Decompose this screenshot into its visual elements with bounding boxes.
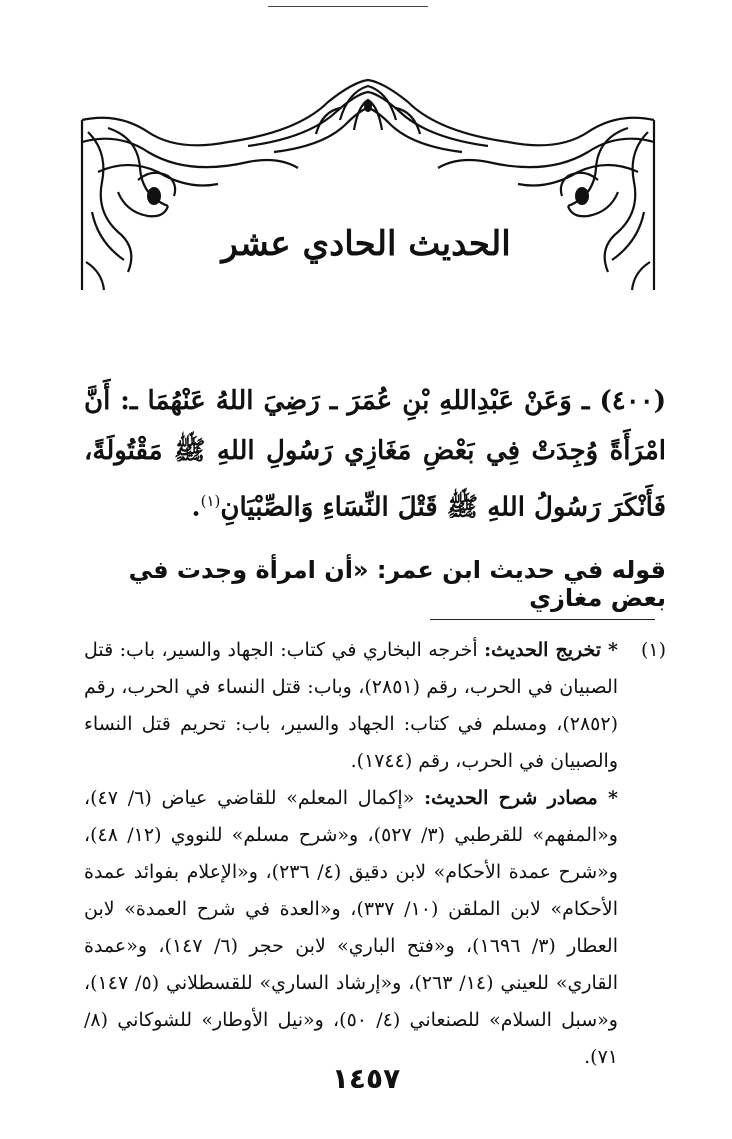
footnote-body xyxy=(84,632,618,1076)
footnote-reference[interactable]: (١) xyxy=(200,492,221,510)
hadith-text: (٤٠٠) ـ وَعَنْ عَبْدِاللهِ بْنِ عُمَرَ ـ رَضِيَ اللهُ عَنْهُمَا ـ: أَنَّ امْرَأَةً وُجِدَتْ فِي بَعْضِ مَغَازِي رَسُولِ اللهِ ﷺ مَقْتُولَةً، فَأَنْكَرَ رَسُولُ اللهِ ﷺ قَتْلَ النِّسَاءِ وَالصِّبْيَانِ xyxy=(84,386,666,523)
top-rule xyxy=(268,6,428,7)
sources-text: «إكمال المعلم» للقاضي عياض (٦/ ٤٧)، و«المفهم» للقرطبي (٣/ ٥٢٧)، و«شرح مسلم» للنووي (١٢/ ٤٨)، و«شرح عمدة الأحكام» لابن دقيق (٤/ ٢٣٦)، و«الإعلام بفوائد عمدة الأحكام» لابن الملقن (١٠/ ٣٣٧)، و«العدة في شرح العمدة» لابن العطار (٣/ ١٦٩٦)، و«فتح الباري» لابن حجر (٦/ ١٤٧)، و«عمدة القاري» للعيني (١٤/ ٢٦٣)، و«إرشاد الساري» للقسطلاني (٥/ ١٤٧)، و«سبل السلام» للصنعاني (٤/ ٥٠)، و«نيل الأوطار» للشوكاني (٨/ ٧١). xyxy=(84,787,618,1068)
commentary-heading: قوله في حديث ابن عمر: «أن امرأة وجدت في بعض مغازي xyxy=(128,556,666,612)
takhrij-label: * تخريج الحديث: xyxy=(484,639,618,661)
takhrij-text: أخرجه البخاري في كتاب: الجهاد والسير، باب: قتل الصبيان في الحرب، رقم (٢٨٥١)، وباب: قتل النساء في الحرب، رقم (٢٨٥٢)، ومسلم في كتاب: الجهاد والسير، باب: تحريم قتل النساء والصبيان في الحرب، رقم (١٧٤٤). xyxy=(84,639,618,772)
footnote-number: (١) xyxy=(640,639,666,661)
footnote-paragraph-sources xyxy=(84,780,618,1076)
sources-label: * مصادر شرح الحديث: xyxy=(424,787,618,809)
chapter-title: الحديث الحادي عشر xyxy=(221,224,511,264)
footnote-divider xyxy=(430,619,655,620)
footnote-paragraph-takhrij xyxy=(84,632,618,780)
footnotes-section xyxy=(84,632,666,1076)
page-number: ١٤٥٧ xyxy=(331,1062,401,1095)
footnote-item xyxy=(84,632,666,1076)
hadith-end-mark: . xyxy=(191,492,201,523)
hadith-text-block xyxy=(84,376,666,533)
